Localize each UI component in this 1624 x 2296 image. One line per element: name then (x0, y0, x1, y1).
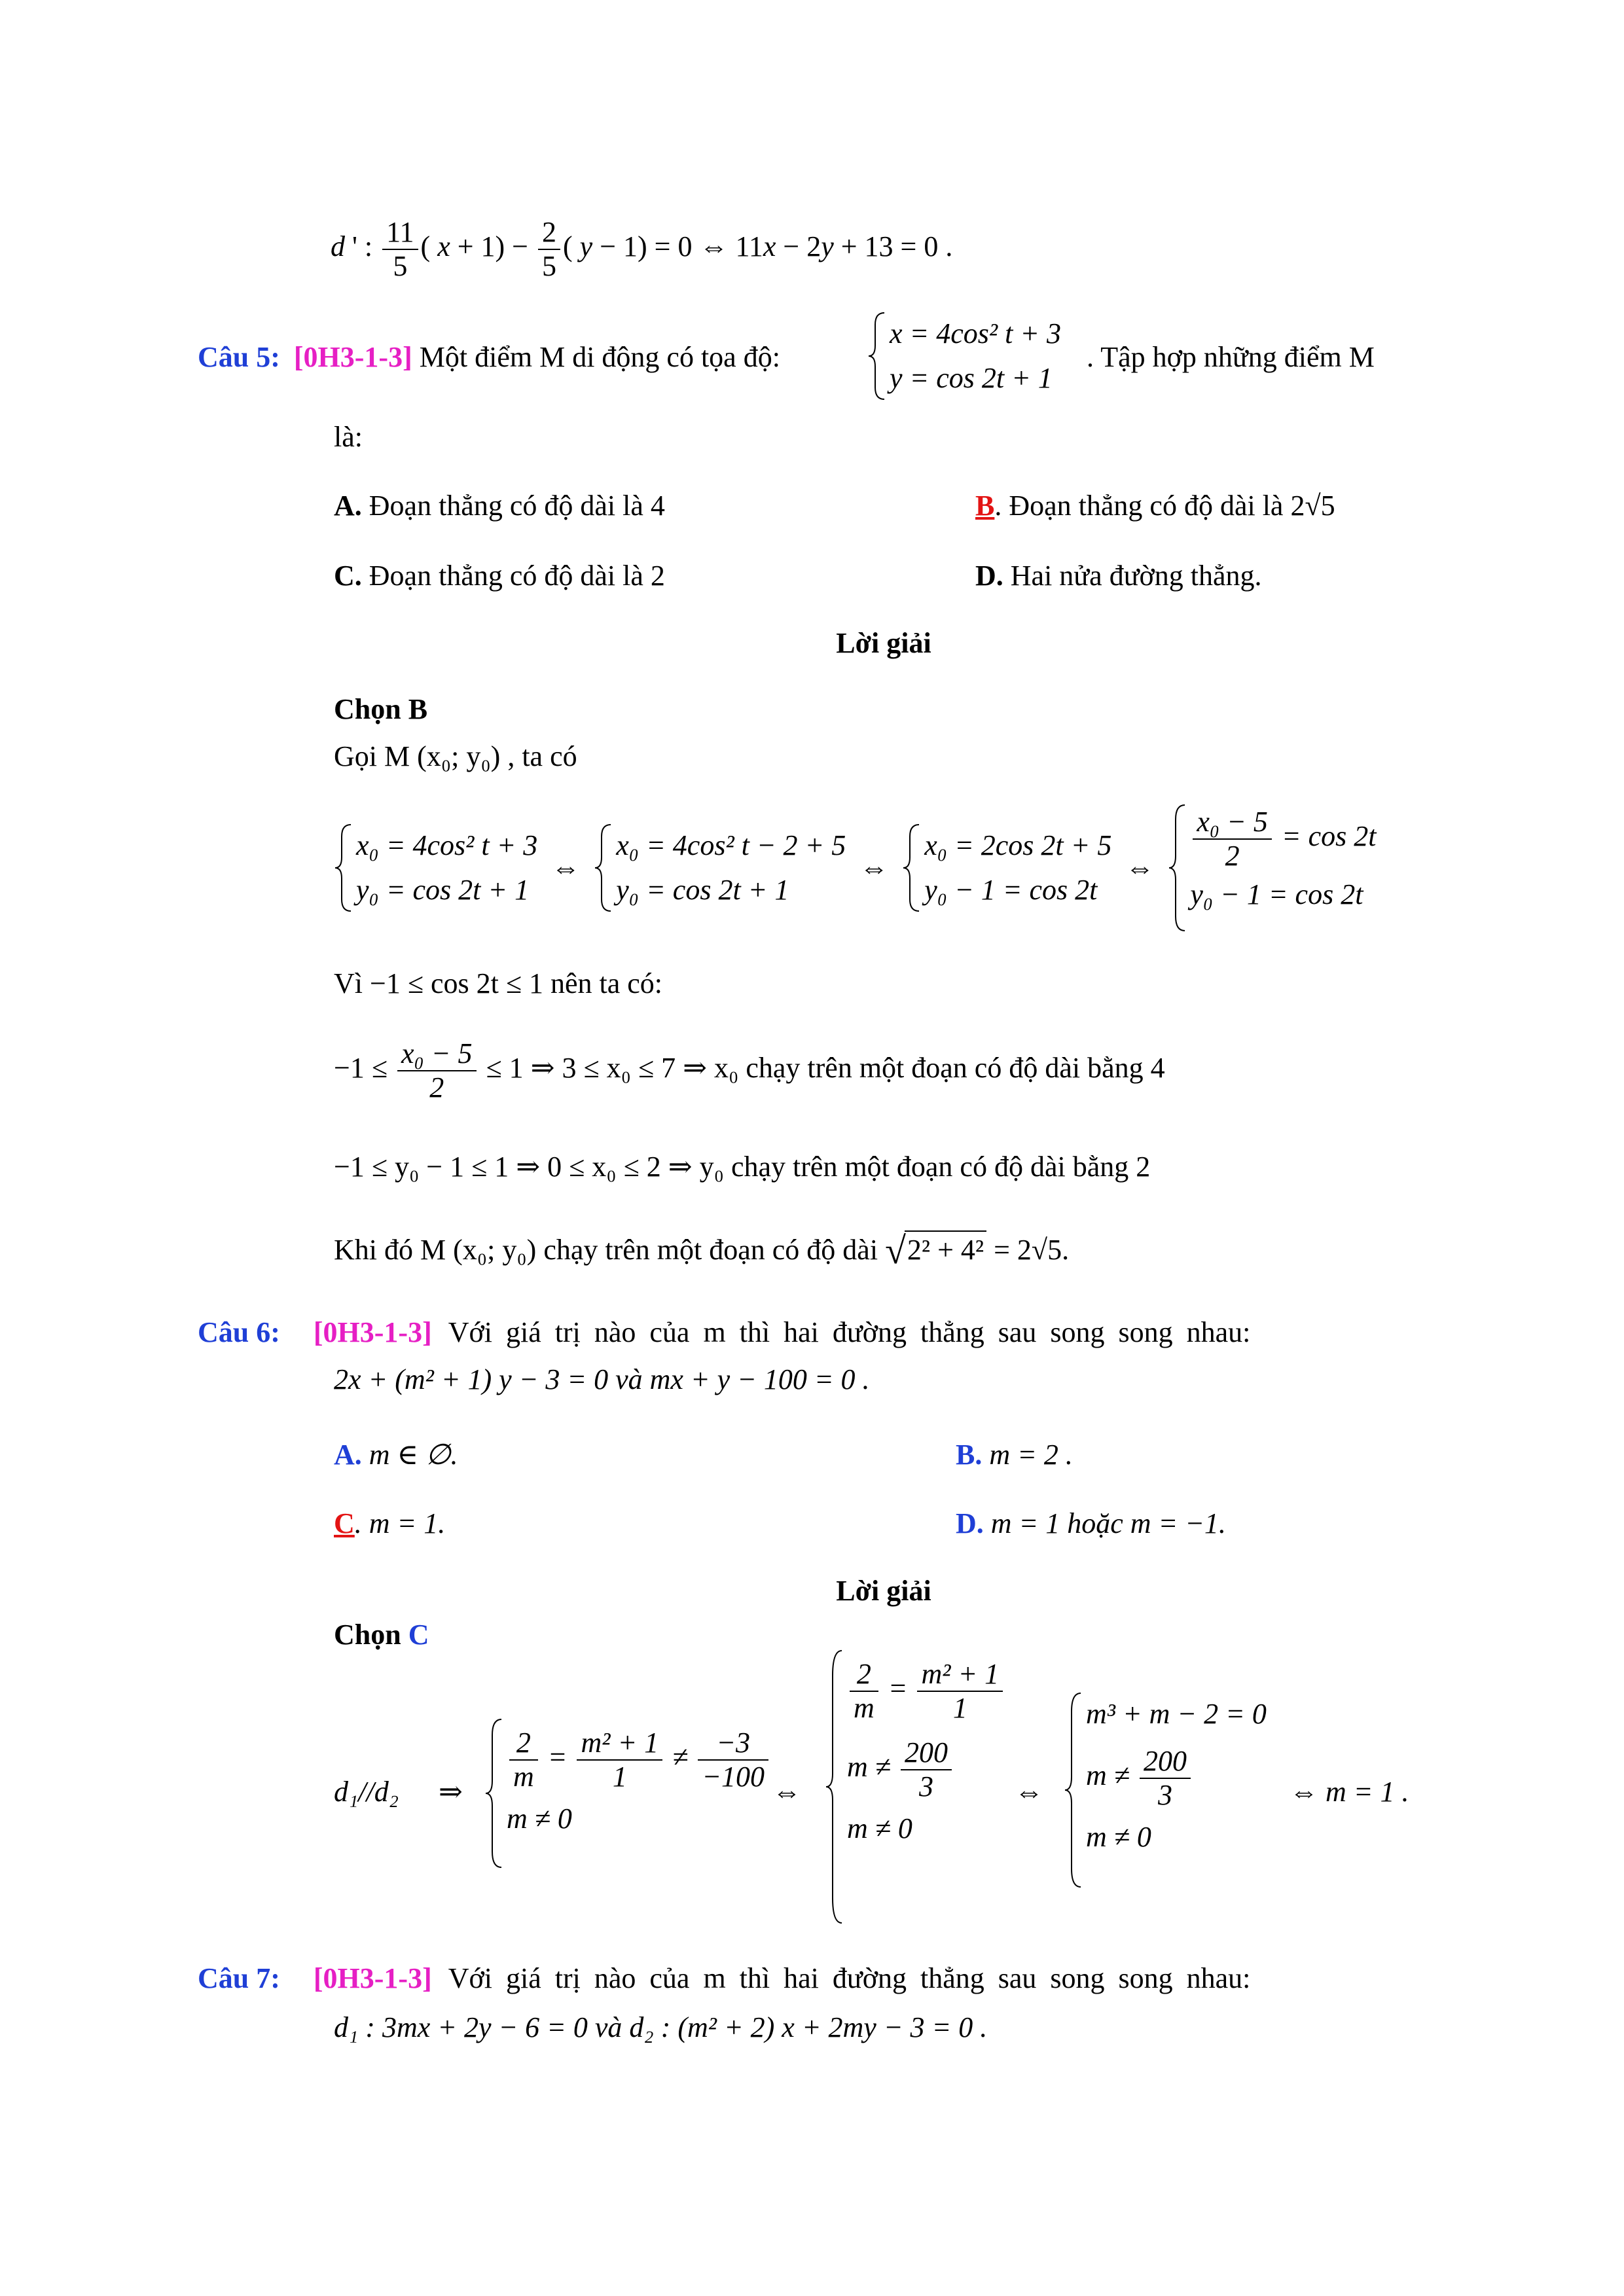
system-6-1: $\frac{2}{m}$ = $\frac{\text{m² + 1}}{1}$ ≠ $\frac{-3}{-100}$ m ≠ 0 (484, 1718, 771, 1869)
brace-icon (1064, 1692, 1083, 1888)
question-7-equations: d₁ : 3mx + 2y − 6 = 0 và d₂ : (m² + 2) x + 2my − 3 = 0 . (334, 2011, 988, 2043)
vi-line: Vì −1 ≤ cos 2t ≤ 1 nên ta có: (334, 967, 663, 999)
question-7-header: Câu 7: [0H3-1-3] Với giá trị nào của m thì hai đường thẳng sau song song nhau: (198, 1962, 1251, 1994)
brace-icon (484, 1718, 504, 1869)
inequality-1: −1 ≤ $\frac{\text{x₀ − 5}}{2}$ ≤ 1 ⇒ 3 ≤ x₀ ≤ 7 ⇒ x₀ chạy trên một đoạn có độ dài bằng 4 (334, 1037, 1165, 1103)
implies-symbol: ⇒ (439, 1776, 463, 1808)
q6-option-c-correct: C. m = 1. (334, 1507, 446, 1539)
choose-answer-6: Chọn C (334, 1619, 429, 1651)
equation-d-prime: d ' : $\frac{11}{5}$ ( x + 1) − $\frac{2}{5}$ ( y − 1) = 0 ⇔ 11x − 2y + 13 = 0 . (331, 216, 953, 282)
system-6-3: m³ + m − 2 = 0 m ≠ $\frac{200}{3}$ m ≠ 0 (1064, 1692, 1267, 1888)
system-chain: x₀ = 4cos² t + 3 y₀ = cos 2t + 1 ⇔ x₀ = 4cos² t − 2 + 5 y₀ = cos 2t + 1 ⇔ x₀ = 2cos 2t + 5 y₀ − 1 = cos 2t ⇔ $\frac{\text{x₀ − 5}}{2}$ = cos 2t y₀ − 1 = cos 2t (334, 804, 1376, 932)
question-5-code: [0H3-1-3] (293, 341, 412, 373)
question-5-text-3: là: (334, 421, 363, 453)
final-answer-6: ⇔ m = 1 . (1290, 1776, 1409, 1808)
brace-icon (867, 312, 887, 401)
question-5-text: Một điểm M di động có tọa độ: (419, 341, 780, 373)
d1-parallel-d2: d₁//d₂ (334, 1776, 399, 1808)
q6-option-a: A. m ∈ ∅. (334, 1439, 458, 1471)
goi-line: Gọi M (x₀; y₀) , ta có (334, 740, 577, 772)
option-b-correct: B. Đoạn thẳng có độ dài là 2√5 (975, 490, 1335, 522)
brace-icon (594, 823, 613, 912)
option-a: A. Đoạn thẳng có độ dài là 4 (334, 490, 665, 522)
question-5-system (867, 312, 1061, 401)
question-6-equations: 2x + (m² + 1) y − 3 = 0 và mx + y − 100 = 0 . (334, 1363, 870, 1395)
question-5-text-2: . Tập hợp những điểm M (1087, 341, 1375, 373)
q6-option-b: B. m = 2 . (956, 1439, 1073, 1471)
inequality-2: −1 ≤ y₀ − 1 ≤ 1 ⇒ 0 ≤ x₀ ≤ 2 ⇒ y₀ chạy trên một đoạn có độ dài bằng 2 (334, 1151, 1151, 1183)
q6-option-d: D. m = 1 hoặc m = −1. (956, 1507, 1226, 1539)
question-6-header: Câu 6: [0H3-1-3] Với giá trị nào của m thì hai đường thẳng sau song song nhau: (198, 1316, 1251, 1348)
question-5-label: Câu 5: (198, 341, 280, 373)
iff-symbol-2: ⇔ (1015, 1776, 1043, 1808)
khi-do-line: Khi đó M (x₀; y₀) chạy trên một đoạn có độ dài √2² + 4² = 2√5. (334, 1229, 1070, 1272)
system-6-2: $\frac{2}{m}$ = $\frac{\text{m² + 1}}{1}$ m ≠ $\frac{200}{3}$ m ≠ 0 (825, 1649, 1005, 1924)
brace-icon (825, 1649, 844, 1924)
choose-answer-5: Chọn B (334, 693, 428, 725)
system-row-2: y = cos 2t + 1 (890, 362, 1053, 394)
iff-symbol-1: ⇔ (772, 1776, 801, 1808)
brace-icon (1168, 804, 1187, 932)
question-5-header (198, 339, 780, 376)
option-d: D. Hai nửa đường thẳng. (975, 560, 1262, 592)
system-row-1: x = 4cos² t + 3 (890, 317, 1061, 350)
solution-title-6: Lời giải (836, 1575, 931, 1607)
brace-icon (334, 823, 353, 912)
option-c: C. Đoạn thẳng có độ dài là 2 (334, 560, 665, 592)
brace-icon (902, 823, 922, 912)
solution-title-5: Lời giải (836, 627, 931, 659)
